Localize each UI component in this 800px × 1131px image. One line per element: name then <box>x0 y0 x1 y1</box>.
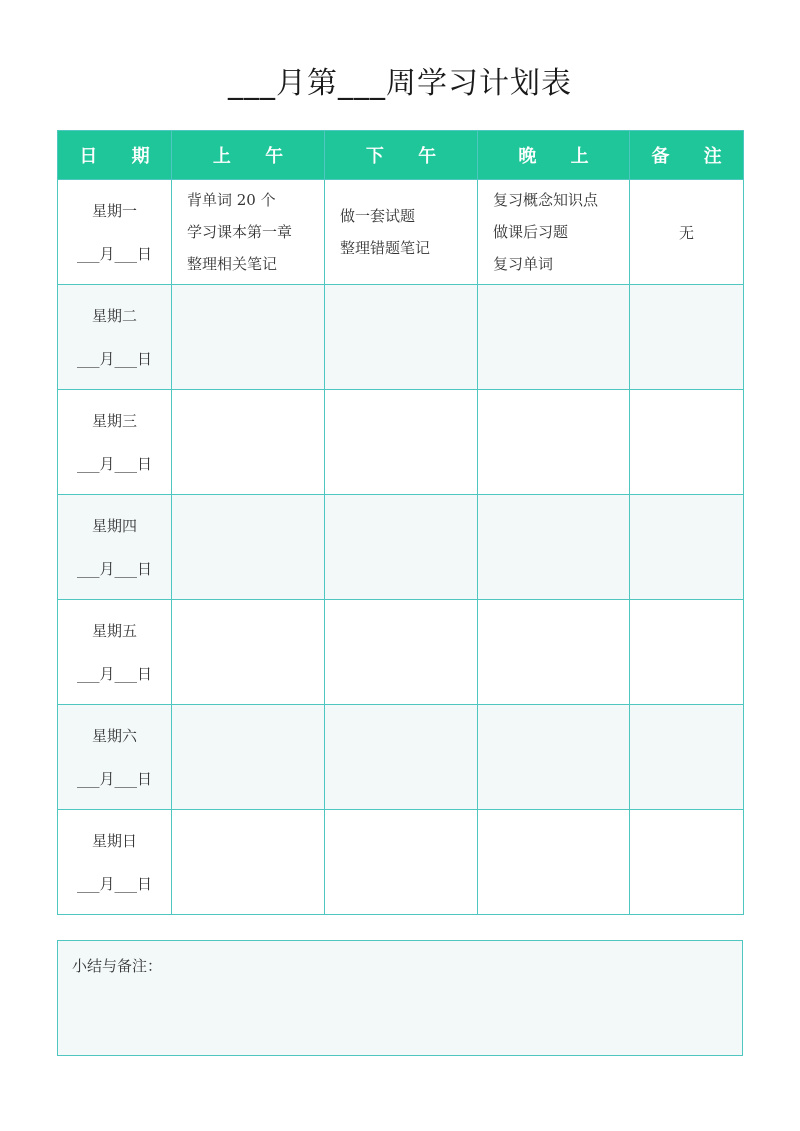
date-blank: ___月___日 <box>76 665 152 683</box>
evening-task: 做课后习题 <box>493 223 569 241</box>
day-name: 星期日 <box>91 832 137 850</box>
note-cell[interactable]: 无 <box>630 180 744 285</box>
header-date: 日 期 <box>58 131 172 180</box>
afternoon-cell[interactable] <box>325 180 478 285</box>
day-name: 星期二 <box>91 307 137 325</box>
morning-cell[interactable] <box>172 810 325 915</box>
afternoon-cell[interactable] <box>325 390 478 495</box>
date-cell[interactable] <box>58 810 172 915</box>
study-plan-table <box>57 130 744 915</box>
evening-cell[interactable] <box>478 810 630 915</box>
morning-task: 背单词 20 个 <box>187 191 276 209</box>
morning-cell[interactable] <box>172 600 325 705</box>
note-cell[interactable] <box>630 705 744 810</box>
afternoon-task: 做一套试题 <box>340 207 416 225</box>
evening-task: 复习概念知识点 <box>493 191 599 209</box>
evening-cell[interactable] <box>478 285 630 390</box>
date-blank: ___月___日 <box>76 350 152 368</box>
evening-cell[interactable] <box>478 705 630 810</box>
header-morning: 上 午 <box>172 131 325 180</box>
date-cell[interactable] <box>58 180 172 285</box>
date-cell[interactable] <box>58 600 172 705</box>
morning-cell[interactable] <box>172 705 325 810</box>
table-row <box>58 810 744 915</box>
header-evening: 晚 上 <box>478 131 630 180</box>
table-row <box>58 180 744 285</box>
day-name: 星期四 <box>91 517 137 535</box>
evening-cell[interactable] <box>478 600 630 705</box>
afternoon-cell[interactable] <box>325 600 478 705</box>
date-cell[interactable] <box>58 495 172 600</box>
morning-cell[interactable] <box>172 495 325 600</box>
summary-label: 小结与备注： <box>72 957 163 975</box>
day-name: 星期五 <box>91 622 137 640</box>
header-afternoon: 下 午 <box>325 131 478 180</box>
evening-task-list <box>479 184 628 280</box>
table-row <box>58 390 744 495</box>
evening-cell[interactable] <box>478 390 630 495</box>
note-cell[interactable] <box>630 810 744 915</box>
afternoon-task-list <box>326 200 476 264</box>
header-note: 备 注 <box>630 131 744 180</box>
evening-task: 复习单词 <box>493 255 554 273</box>
table-row <box>58 705 744 810</box>
afternoon-cell[interactable] <box>325 495 478 600</box>
day-name: 星期三 <box>91 412 137 430</box>
table-header-row <box>58 131 744 180</box>
morning-task: 整理相关笔记 <box>187 255 278 273</box>
morning-cell[interactable] <box>172 285 325 390</box>
date-blank: ___月___日 <box>76 560 152 578</box>
date-blank: ___月___日 <box>76 875 152 893</box>
date-blank: ___月___日 <box>76 770 152 788</box>
table-row <box>58 495 744 600</box>
morning-task: 学习课本第一章 <box>187 223 293 241</box>
note-cell[interactable] <box>630 600 744 705</box>
note-cell[interactable] <box>630 495 744 600</box>
note-cell[interactable] <box>630 285 744 390</box>
afternoon-task: 整理错题笔记 <box>340 239 431 257</box>
day-name: 星期六 <box>91 727 137 745</box>
summary-box[interactable] <box>57 940 743 1056</box>
date-cell[interactable] <box>58 390 172 495</box>
date-blank: ___月___日 <box>76 455 152 473</box>
evening-cell[interactable] <box>478 495 630 600</box>
afternoon-cell[interactable] <box>325 285 478 390</box>
table-row <box>58 600 744 705</box>
afternoon-cell[interactable] <box>325 810 478 915</box>
date-cell[interactable] <box>58 285 172 390</box>
date-blank: ___月___日 <box>76 245 152 263</box>
morning-cell[interactable] <box>172 180 325 285</box>
morning-task-list <box>173 184 323 280</box>
day-name: 星期一 <box>91 202 137 220</box>
table-row <box>58 285 744 390</box>
date-cell[interactable] <box>58 705 172 810</box>
note-cell[interactable] <box>630 390 744 495</box>
afternoon-cell[interactable] <box>325 705 478 810</box>
evening-cell[interactable] <box>478 180 630 285</box>
morning-cell[interactable] <box>172 390 325 495</box>
page-title: ___月第___周学习计划表 <box>228 66 572 101</box>
